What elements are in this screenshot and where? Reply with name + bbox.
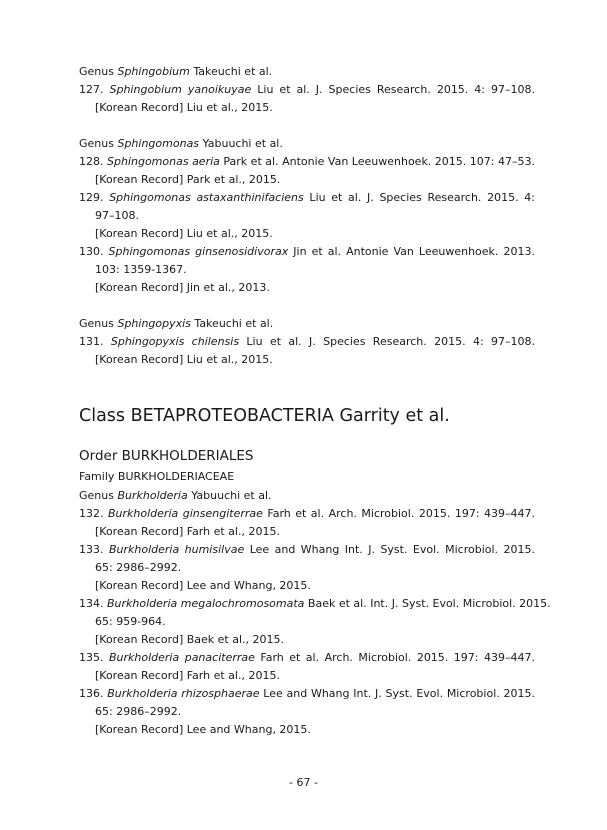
text-segment: 135. bbox=[79, 651, 109, 664]
text-segment: 131. bbox=[79, 335, 111, 348]
text-segment: [Korean Record] Farh et al., 2015. bbox=[95, 669, 280, 682]
text-segment: Farh et al. Arch. Microbiol. 2015. 197: 439–447. bbox=[262, 507, 535, 520]
species-entry bbox=[79, 651, 535, 665]
korean-record bbox=[95, 353, 535, 367]
species-entry bbox=[79, 83, 535, 97]
taxon-name: Sphingopyxis chilensis bbox=[110, 335, 240, 348]
korean-record bbox=[95, 669, 535, 683]
text-segment: Genus bbox=[79, 317, 118, 330]
text-segment: Genus bbox=[79, 137, 118, 150]
species-entry bbox=[79, 335, 535, 349]
species-entry-continuation bbox=[95, 263, 535, 277]
korean-record bbox=[95, 173, 535, 187]
genus-line bbox=[79, 65, 535, 79]
text-segment: 129. bbox=[79, 191, 110, 204]
text-segment: [Korean Record] Liu et al., 2015. bbox=[95, 101, 273, 114]
text-segment: 65: 2986–2992. bbox=[95, 705, 182, 718]
text-segment: 136. bbox=[79, 687, 108, 700]
species-entry-continuation bbox=[95, 209, 535, 223]
text-segment: 128. bbox=[79, 155, 107, 168]
text-segment: 103: 1359-1367. bbox=[95, 263, 187, 276]
text-segment: 134. bbox=[79, 597, 107, 610]
taxon-name: Burkholderia megalochromosomata bbox=[107, 597, 305, 610]
taxon-name: Sphingomonas ginsenosidivorax bbox=[108, 245, 289, 258]
text-segment: Lee and Whang Int. J. Syst. Evol. Microbiol. 2015. bbox=[259, 687, 535, 700]
text-segment: [Korean Record] Lee and Whang, 2015. bbox=[95, 723, 311, 736]
text-segment: Liu et al. J. Species Research. 2015. 4: bbox=[303, 191, 535, 204]
order-heading: Order BURKHOLDERIALES bbox=[79, 448, 254, 464]
text-segment: 97–108. bbox=[95, 209, 139, 222]
text-segment: Baek et al. Int. J. Syst. Evol. Microbiol. 2015. bbox=[304, 597, 551, 610]
text-segment: [Korean Record] Farh et al., 2015. bbox=[95, 525, 280, 538]
korean-record bbox=[95, 579, 535, 593]
text-segment: Park et al. Antonie Van Leeuwenhoek. 2015. 107: 47–53. bbox=[219, 155, 536, 168]
text-segment: Takeuchi et al. bbox=[190, 317, 274, 330]
text-segment: Yabuuchi et al. bbox=[187, 489, 272, 502]
text-segment: [Korean Record] Jin et al., 2013. bbox=[95, 281, 270, 294]
text-segment: 127. bbox=[79, 83, 110, 96]
korean-record bbox=[95, 723, 535, 737]
family-line bbox=[79, 470, 535, 484]
text-segment: Liu et al. J. Species Research. 2015. 4: 97–108. bbox=[239, 335, 535, 348]
taxon-name: Sphingomonas astaxanthinifaciens bbox=[109, 191, 304, 204]
text-segment: [Korean Record] Park et al., 2015. bbox=[95, 173, 281, 186]
korean-record bbox=[95, 633, 535, 647]
species-entry bbox=[79, 597, 551, 611]
text-segment: [Korean Record] Lee and Whang, 2015. bbox=[95, 579, 311, 592]
korean-record bbox=[95, 525, 535, 539]
taxon-name: Burkholderia panaciterrae bbox=[108, 651, 255, 664]
genus-line bbox=[79, 317, 535, 331]
taxon-name: Sphingomonas bbox=[117, 137, 200, 150]
text-segment: [Korean Record] Baek et al., 2015. bbox=[95, 633, 285, 646]
text-segment: Takeuchi et al. bbox=[189, 65, 273, 78]
text-segment: [Korean Record] Liu et al., 2015. bbox=[95, 227, 273, 240]
text-segment: 65: 2986–2992. bbox=[95, 561, 182, 574]
text-segment: 130. bbox=[79, 245, 109, 258]
species-entry bbox=[79, 155, 535, 169]
text-segment: 65: 959-964. bbox=[95, 615, 166, 628]
text-segment: 133. bbox=[79, 543, 109, 556]
species-entry bbox=[79, 507, 535, 521]
text-segment: [Korean Record] Liu et al., 2015. bbox=[95, 353, 273, 366]
genus-line bbox=[79, 137, 535, 151]
class-heading: Class BETAPROTEOBACTERIA Garrity et al. bbox=[79, 406, 450, 426]
taxon-name: Burkholderia rhizosphaerae bbox=[107, 687, 260, 700]
text-segment: Lee and Whang Int. J. Syst. Evol. Microbiol. 2015. bbox=[244, 543, 535, 556]
text-segment: Liu et al. J. Species Research. 2015. 4: 97–108. bbox=[251, 83, 535, 96]
text-segment: Jin et al. Antonie Van Leeuwenhoek. 2013. bbox=[288, 245, 535, 258]
species-entry bbox=[79, 543, 535, 557]
text-segment: Genus bbox=[79, 489, 118, 502]
species-entry-continuation bbox=[95, 615, 535, 629]
page-number: - 67 - bbox=[289, 776, 318, 789]
text-segment: Farh et al. Arch. Microbiol. 2015. 197: 439–447. bbox=[254, 651, 535, 664]
taxon-name: Sphingopyxis bbox=[117, 317, 191, 330]
taxon-name: Burkholderia ginsengiterrae bbox=[108, 507, 263, 520]
taxon-name: Sphingobium bbox=[117, 65, 190, 78]
korean-record bbox=[95, 281, 535, 295]
text-segment: Genus bbox=[79, 65, 118, 78]
text-segment: Family BURKHOLDERIACEAE bbox=[79, 470, 235, 483]
taxon-name: Sphingomonas aeria bbox=[107, 155, 220, 168]
species-entry-continuation bbox=[95, 705, 535, 719]
species-entry bbox=[79, 245, 535, 259]
species-entry-continuation bbox=[95, 561, 535, 575]
species-entry bbox=[79, 687, 535, 701]
text-segment: Yabuuchi et al. bbox=[199, 137, 283, 150]
text-segment: 132. bbox=[79, 507, 108, 520]
korean-record bbox=[95, 101, 535, 115]
korean-record bbox=[95, 227, 535, 241]
taxon-name: Sphingobium yanoikuyae bbox=[109, 83, 252, 96]
taxon-name: Burkholderia bbox=[117, 489, 188, 502]
species-entry bbox=[79, 191, 535, 205]
genus-line bbox=[79, 489, 535, 503]
taxon-name: Burkholderia humisilvae bbox=[108, 543, 245, 556]
